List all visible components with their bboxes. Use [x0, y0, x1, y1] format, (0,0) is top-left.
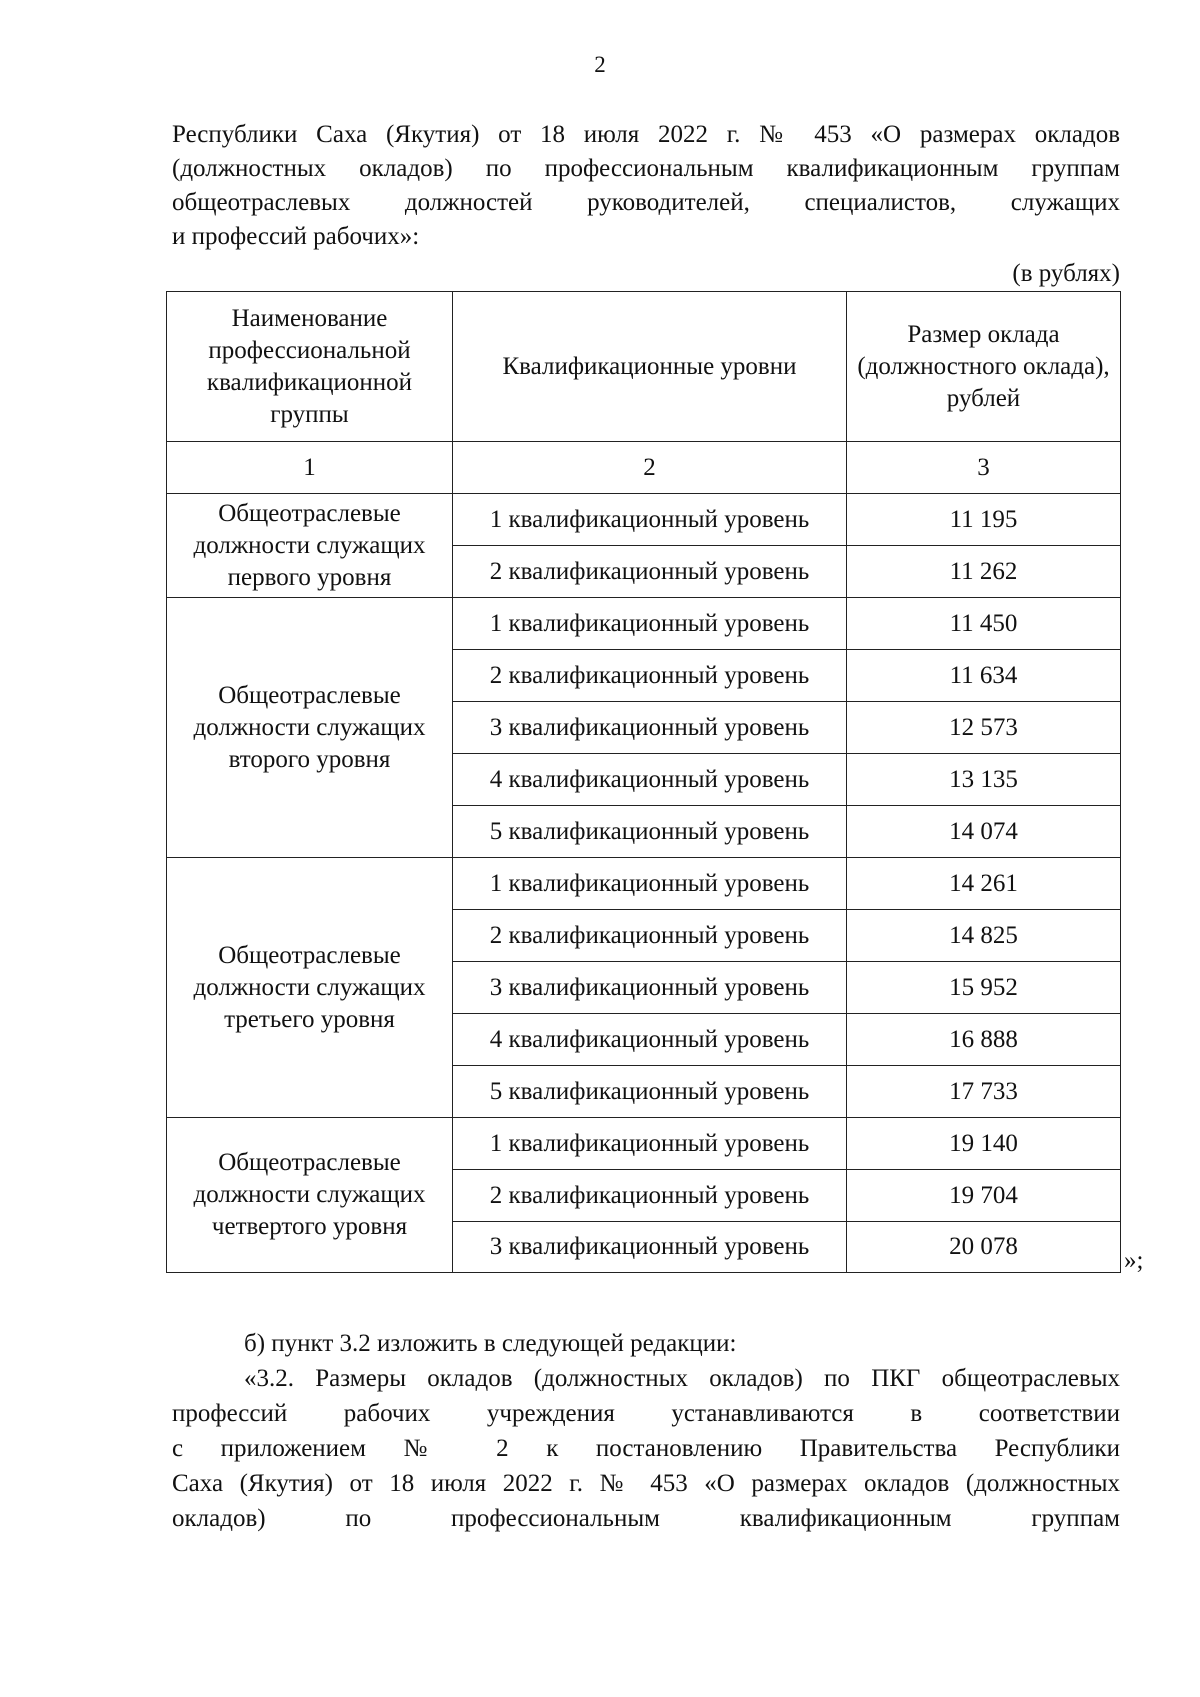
- page-number: 2: [594, 52, 606, 77]
- after-line: профессий рабочих учреждения устанавливаются в соответствии: [172, 1400, 1120, 1427]
- closing-quote: »;: [1124, 1247, 1144, 1274]
- level-cell: 4 квалификационный уровень: [453, 754, 847, 806]
- level-cell: 2 квалификационный уровень: [453, 650, 847, 702]
- level-cell: 5 квалификационный уровень: [453, 806, 847, 858]
- header-qualification-levels: Квалификационные уровни: [453, 292, 847, 442]
- salary-cell: 14 074: [847, 806, 1121, 858]
- column-number: 2: [453, 442, 847, 494]
- level-cell: 1 квалификационный уровень: [453, 494, 847, 546]
- intro-line: общеотраслевых должностей руководителей, специалистов, служащих: [172, 189, 1120, 216]
- level-cell: 3 квалификационный уровень: [453, 1222, 847, 1273]
- level-cell: 3 квалификационный уровень: [453, 962, 847, 1014]
- group-name-cell: Общеотраслевые должности служащих первого уровня: [167, 494, 453, 598]
- level-cell: 2 квалификационный уровень: [453, 546, 847, 598]
- intro-paragraph: [172, 118, 1120, 254]
- after-line: окладов) по профессиональным квалификационным группам: [172, 1505, 1120, 1532]
- after-line: «3.2. Размеры окладов (должностных окладов) по ПКГ общеотраслевых: [244, 1365, 1120, 1392]
- group-name-cell: Общеотраслевые должности служащих четвертого уровня: [167, 1118, 453, 1273]
- after-line: Саха (Якутия) от 18 июля 2022 г. № 453 «О размерах окладов (должностных: [172, 1470, 1120, 1497]
- salary-cell: 11 262: [847, 546, 1121, 598]
- column-number-row: [167, 442, 1121, 494]
- column-number: 3: [847, 442, 1121, 494]
- table-row: [167, 858, 1121, 910]
- level-cell: 3 квалификационный уровень: [453, 702, 847, 754]
- salary-cell: 11 450: [847, 598, 1121, 650]
- salary-cell: 20 078: [847, 1222, 1121, 1273]
- after-line: с приложением № 2 к постановлению Правительства Республики: [172, 1435, 1120, 1462]
- group-name-cell: Общеотраслевые должности служащих второго уровня: [167, 598, 453, 858]
- salary-cell: 14 261: [847, 858, 1121, 910]
- level-cell: 1 квалификационный уровень: [453, 598, 847, 650]
- salary-cell: 19 704: [847, 1170, 1121, 1222]
- salary-cell: 13 135: [847, 754, 1121, 806]
- level-cell: 2 квалификационный уровень: [453, 1170, 847, 1222]
- level-cell: 2 квалификационный уровень: [453, 910, 847, 962]
- after-line: б) пункт 3.2 изложить в следующей редакции:: [244, 1330, 737, 1357]
- salary-cell: 12 573: [847, 702, 1121, 754]
- intro-line: Республики Саха (Якутия) от 18 июля 2022 г. № 453 «О размерах окладов: [172, 121, 1120, 148]
- salary-cell: 11 634: [847, 650, 1121, 702]
- salary-cell: 14 825: [847, 910, 1121, 962]
- salary-cell: 11 195: [847, 494, 1121, 546]
- after-paragraph: [172, 1326, 1120, 1536]
- group-name-cell: Общеотраслевые должности служащих третьего уровня: [167, 858, 453, 1118]
- level-cell: 1 квалификационный уровень: [453, 1118, 847, 1170]
- intro-line: и профессий рабочих»:: [172, 223, 420, 250]
- level-cell: 1 квалификационный уровень: [453, 858, 847, 910]
- header-group-name: Наименование профессиональной квалификационной группы: [167, 292, 453, 442]
- table-row: [167, 494, 1121, 546]
- salary-table: [166, 291, 1121, 1273]
- level-cell: 4 квалификационный уровень: [453, 1014, 847, 1066]
- salary-cell: 15 952: [847, 962, 1121, 1014]
- intro-line: (должностных окладов) по профессиональным квалификационным группам: [172, 155, 1120, 182]
- level-cell: 5 квалификационный уровень: [453, 1066, 847, 1118]
- salary-cell: 19 140: [847, 1118, 1121, 1170]
- salary-cell: 17 733: [847, 1066, 1121, 1118]
- units-note: (в рублях): [1012, 260, 1120, 287]
- table-row: [167, 1118, 1121, 1170]
- table-body: [167, 494, 1121, 1273]
- table-header-row: [167, 292, 1121, 442]
- table-row: [167, 598, 1121, 650]
- header-salary: Размер оклада (должностного оклада), рублей: [847, 292, 1121, 442]
- salary-cell: 16 888: [847, 1014, 1121, 1066]
- column-number: 1: [167, 442, 453, 494]
